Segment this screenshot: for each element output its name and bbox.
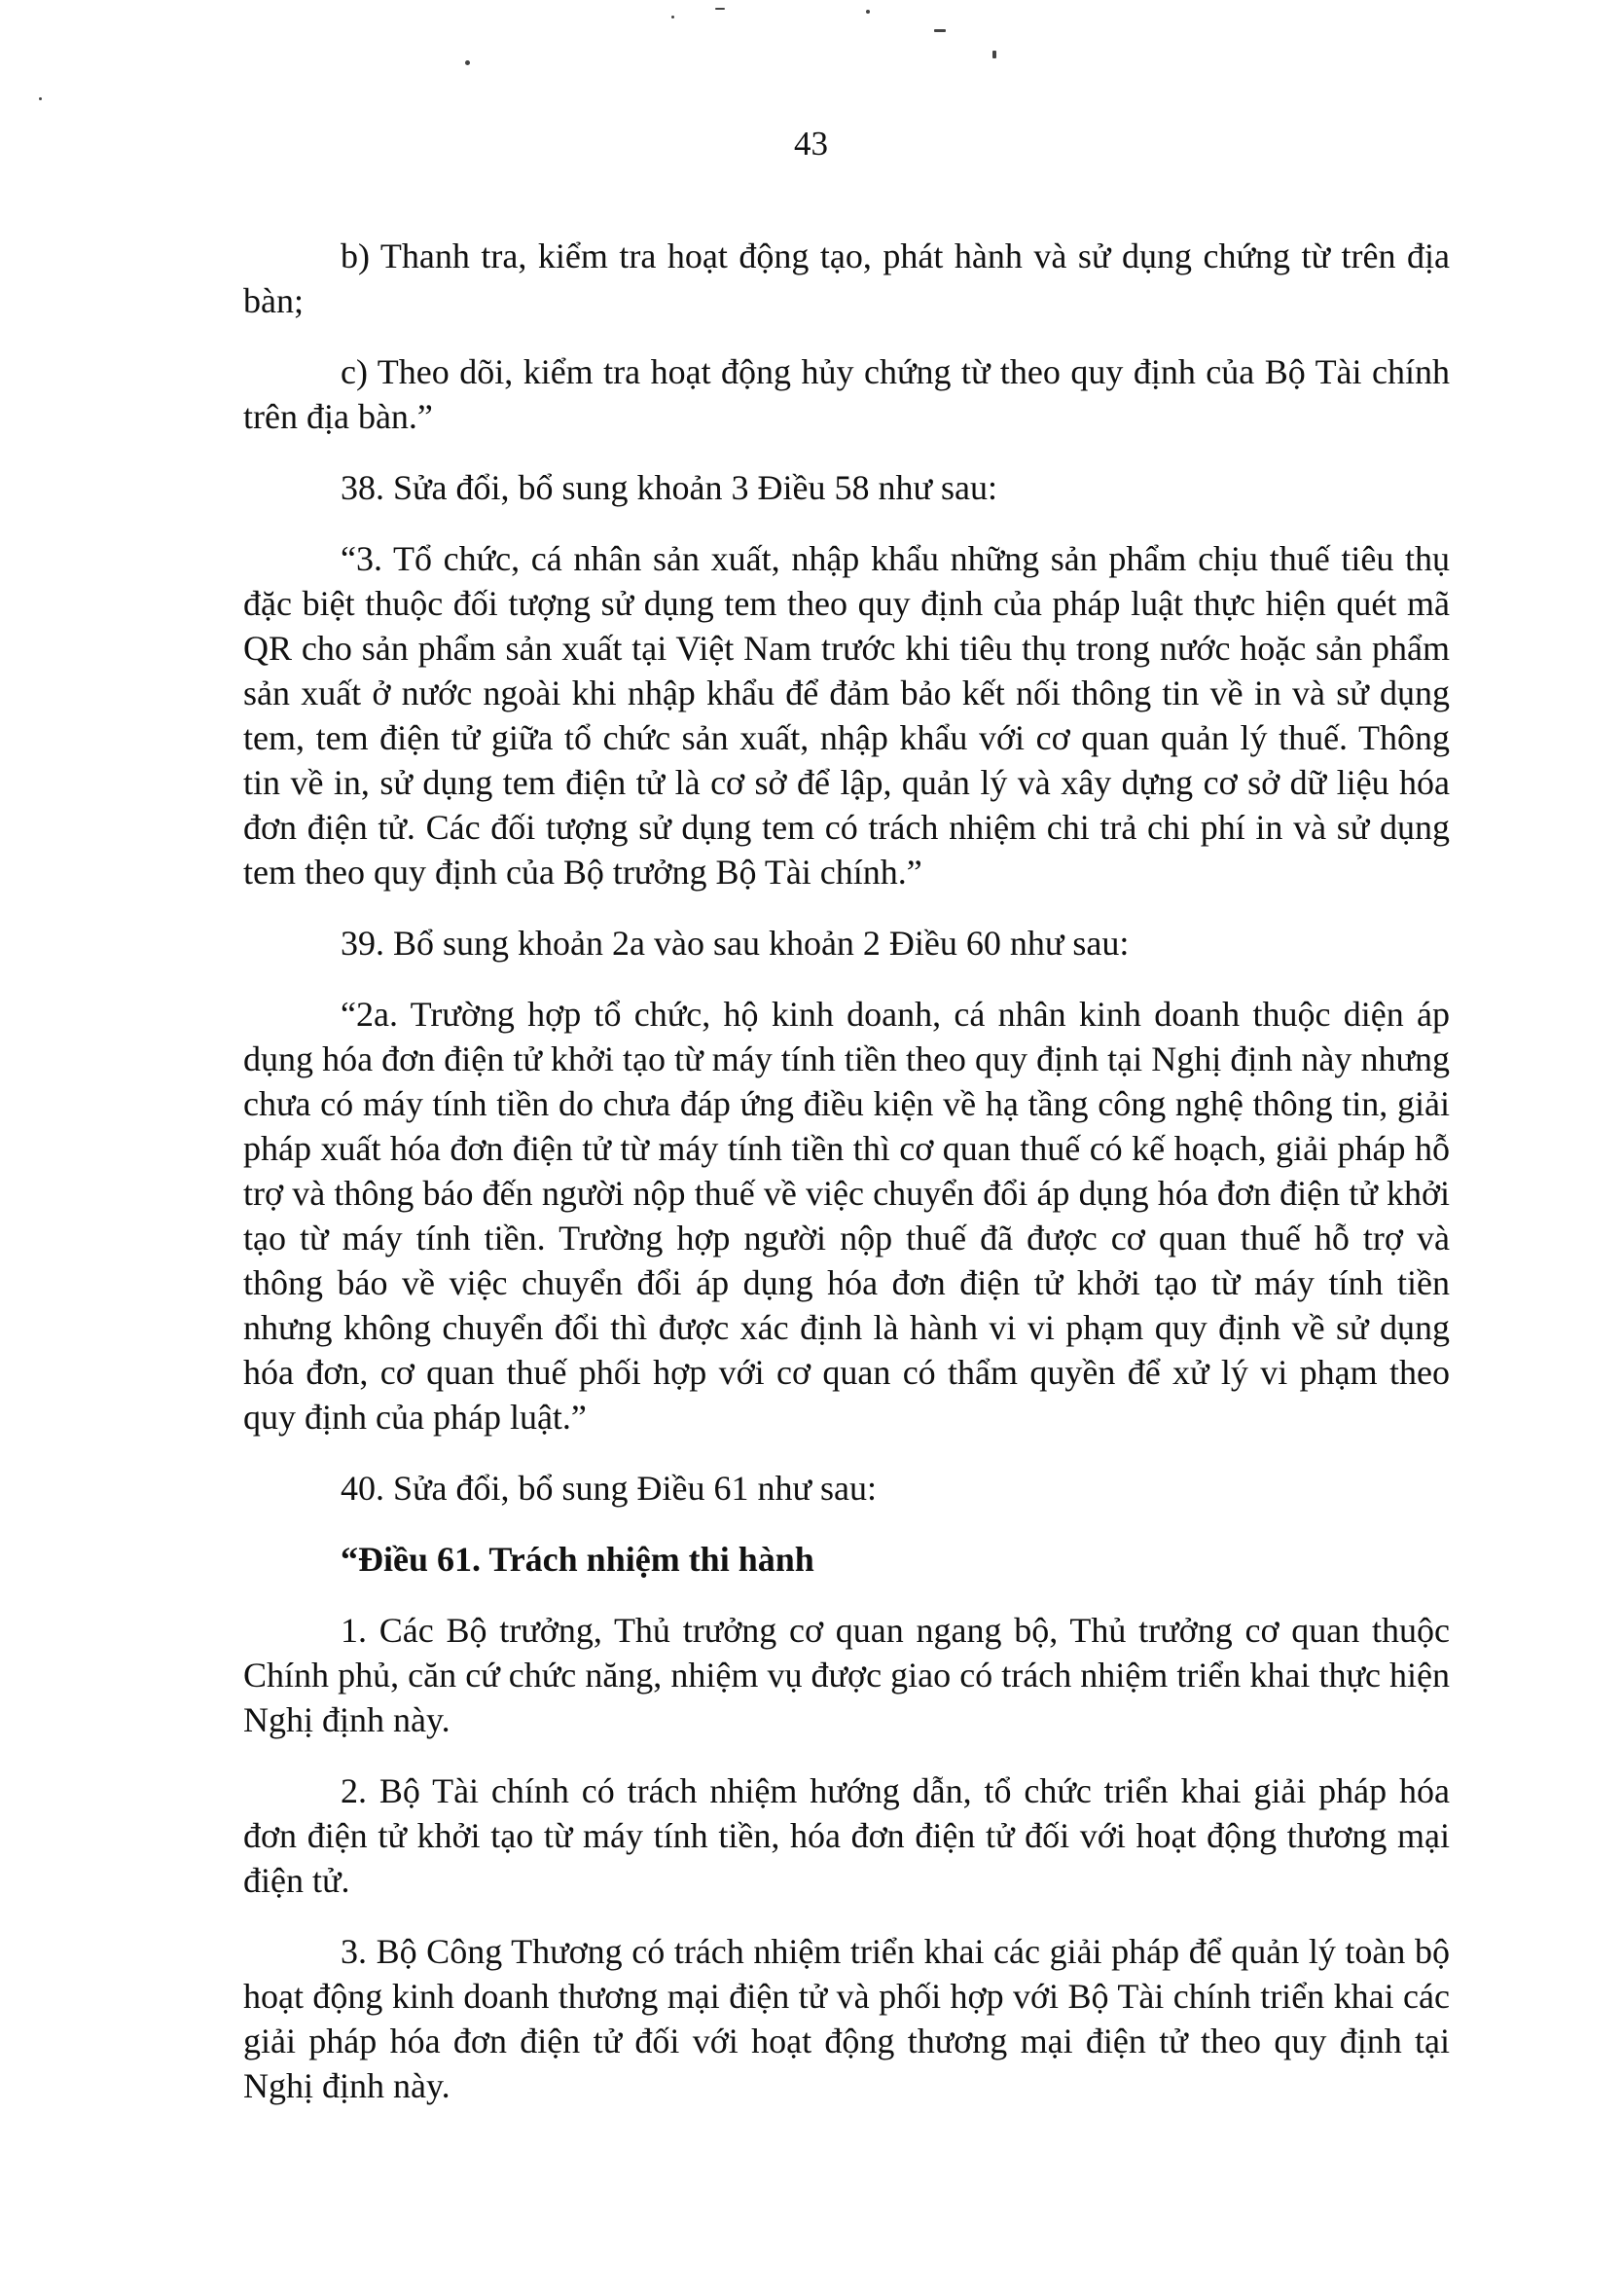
page-number: 43	[794, 125, 828, 163]
scan-speck	[866, 10, 870, 14]
scan-speck	[465, 60, 470, 65]
paragraph-39-content: “2a. Trường hợp tổ chức, hộ kinh doanh, cá nhân kinh doanh thuộc diện áp dụng hóa đơn điện tử khởi tạo từ máy tính tiền theo quy định tại Nghị định này nhưng chưa có máy tính tiền do chưa đáp ứng điều kiện về hạ tầng công nghệ thông tin, giải pháp xuất hóa đơn điện tử từ máy tính tiền thì cơ quan thuế có kế hoạch, giải pháp hỗ trợ và thông báo đến người nộp thuế về việc chuyển đổi áp dụng hóa đơn điện tử khởi tạo từ máy tính tiền. Trường hợp người nộp thuế đã được cơ quan thuế hỗ trợ và thông báo về việc chuyển đổi áp dụng hóa đơn điện tử khởi tạo từ máy tính tiền nhưng không chuyển đổi thì được xác định là hành vi vi phạm quy định về sử dụng hóa đơn, cơ quan thuế phối hợp với cơ quan có thẩm quyền để xử lý vi phạm theo quy định của pháp luật.”	[243, 995, 1450, 1437]
article-61-heading: “Điều 61. Trách nhiệm thi hành	[341, 1540, 814, 1579]
paragraph-b: b) Thanh tra, kiểm tra hoạt động tạo, phát hành và sử dụng chứng từ trên địa bàn;	[243, 237, 1450, 320]
paragraph-40: 40. Sửa đổi, bổ sung Điều 61 như sau:	[341, 1469, 878, 1508]
paragraph-61-1: 1. Các Bộ trưởng, Thủ trưởng cơ quan ngang bộ, Thủ trưởng cơ quan thuộc Chính phủ, căn cứ chức năng, nhiệm vụ được giao có trách nhiệm triển khai thực hiện Nghị định này.	[243, 1611, 1450, 1739]
scan-speck	[934, 29, 946, 32]
paragraph-38-content: “3. Tổ chức, cá nhân sản xuất, nhập khẩu những sản phẩm chịu thuế tiêu thụ đặc biệt thuộc đối tượng sử dụng tem theo quy định của pháp luật thực hiện quét mã QR cho sản phẩm sản xuất tại Việt Nam trước khi tiêu thụ trong nước hoặc sản phẩm sản xuất ở nước ngoài khi nhập khẩu để đảm bảo kết nối thông tin về in và sử dụng tem, tem điện tử giữa tổ chức sản xuất, nhập khẩu với cơ quan quản lý thuế. Thông tin về in, sử dụng tem điện tử là cơ sở để lập, quản lý và xây dựng cơ sở dữ liệu hóa đơn điện tử. Các đối tượng sử dụng tem có trách nhiệm chi trả chi phí in và sử dụng tem theo quy định của Bộ trưởng Bộ Tài chính.”	[243, 539, 1450, 892]
scan-speck	[992, 51, 996, 58]
paragraph-c: c) Theo dõi, kiểm tra hoạt động hủy chứng từ theo quy định của Bộ Tài chính trên địa bàn.”	[243, 352, 1450, 436]
document-body	[243, 234, 1450, 2134]
paragraph-61-3: 3. Bộ Công Thương có trách nhiệm triển khai các giải pháp để quản lý toàn bộ hoạt động kinh doanh thương mại điện tử và phối hợp với Bộ Tài chính triển khai các giải pháp hóa đơn điện tử đối với hoạt động thương mại điện tử theo quy định tại Nghị định này.	[243, 1932, 1450, 2105]
scan-speck	[715, 8, 725, 10]
paragraph-61-2: 2. Bộ Tài chính có trách nhiệm hướng dẫn, tổ chức triển khai giải pháp hóa đơn điện tử khởi tạo từ máy tính tiền, hóa đơn điện tử đối với hoạt động thương mại điện tử.	[243, 1771, 1450, 1900]
paragraph-38: 38. Sửa đổi, bổ sung khoản 3 Điều 58 như sau:	[341, 468, 997, 507]
scan-speck	[671, 16, 674, 18]
scan-speck	[39, 97, 42, 100]
paragraph-39: 39. Bổ sung khoản 2a vào sau khoản 2 Điều 60 như sau:	[341, 924, 1130, 963]
